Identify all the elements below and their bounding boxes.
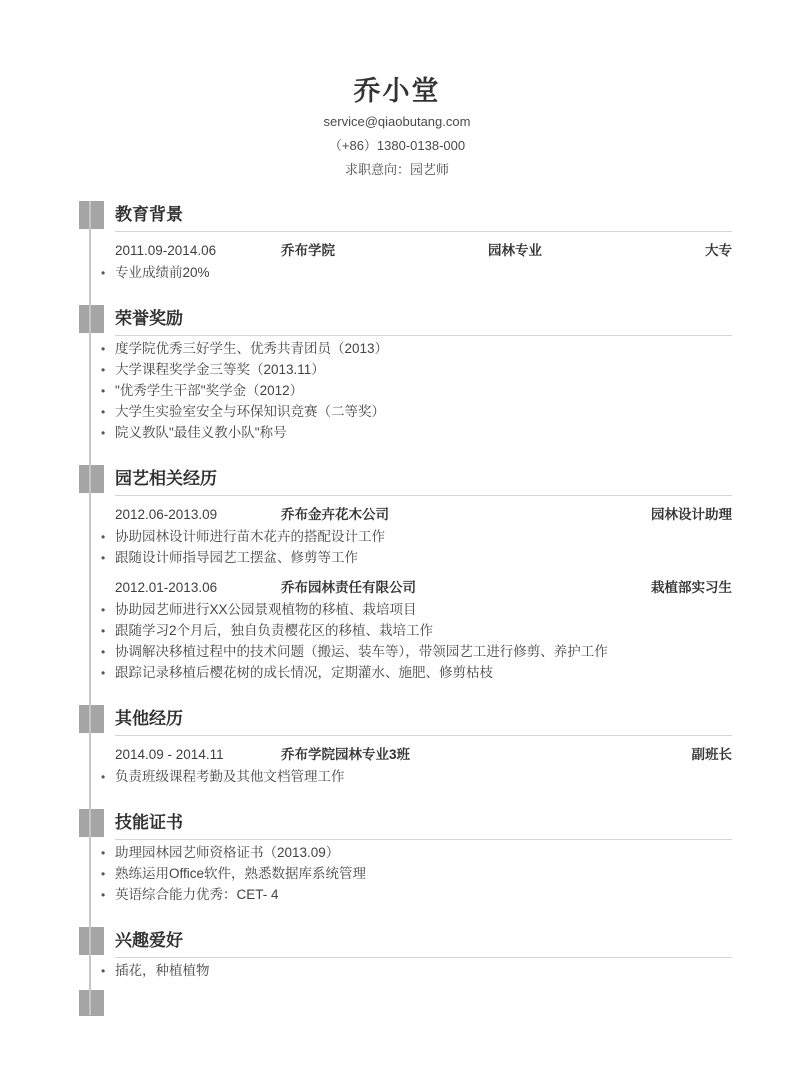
entry-degree: 大专 — [705, 243, 732, 258]
experience-bullets — [115, 601, 732, 682]
experience-entry-header — [115, 745, 732, 764]
section-title: 教育背景 — [115, 204, 732, 232]
section-gardening-experience — [115, 468, 732, 682]
education-entry-header — [115, 241, 732, 260]
education-bullets — [115, 264, 732, 282]
interests-bullets — [115, 962, 732, 980]
section-marker-icon — [79, 201, 104, 229]
bullet-item: • 协调解决移植过程中的技术问题（搬运、装车等），带领园艺工进行修剪、养护工作 — [115, 643, 732, 661]
entry-date: 2011.09-2014.06 — [115, 243, 217, 258]
section-marker-icon — [79, 927, 104, 955]
section-title: 技能证书 — [115, 812, 732, 840]
section-title: 园艺相关经历 — [115, 468, 732, 496]
bullet-item: • 专业成绩前20% — [115, 264, 732, 282]
section-marker-icon — [79, 705, 104, 733]
bullet-item: • 跟随学习2个月后，独自负责樱花区的移植、栽培工作 — [115, 622, 732, 640]
bullet-item: • 大学课程奖学金三等奖（2013.11） — [115, 361, 732, 379]
section-marker-icon — [79, 465, 104, 493]
candidate-name: 乔小堂 — [353, 76, 441, 106]
resume-body — [0, 204, 794, 1016]
entry-company: 乔布园林责任有限公司 — [281, 580, 416, 595]
experience-entry-header — [115, 578, 732, 597]
section-marker-icon — [79, 809, 104, 837]
section-other-experience — [115, 708, 732, 786]
bullet-item: • 院义教队"最佳义教小队"称号 — [115, 424, 732, 442]
entry-date: 2014.09 - 2014.11 — [115, 747, 224, 762]
bullet-item: • 跟踪记录移植后樱花树的成长情况，定期灌水、施肥、修剪枯枝 — [115, 664, 732, 682]
bullet-item: • 协助园林设计师进行苗木花卉的搭配设计工作 — [115, 528, 732, 546]
bullet-item: • "优秀学生干部"奖学金（2012） — [115, 382, 732, 400]
bullet-item: • 协助园艺师进行XX公园景观植物的移植、栽培项目 — [115, 601, 732, 619]
bullet-item: • 熟练运用Office软件，熟悉数据库系统管理 — [115, 865, 732, 883]
entry-role: 园林设计助理 — [651, 507, 732, 522]
bullet-item: • 度学院优秀三好学生、优秀共青团员（2013） — [115, 340, 732, 358]
entry-role: 栽植部实习生 — [651, 580, 732, 595]
entry-date: 2012.01-2013.06 — [115, 580, 218, 595]
bullet-item: • 负责班级课程考勤及其他文档管理工作 — [115, 768, 732, 786]
entry-date: 2012.06-2013.09 — [115, 507, 218, 522]
bullet-item: • 助理园林园艺师资格证书（2013.09） — [115, 844, 732, 862]
bullet-item: • 英语综合能力优秀：CET- 4 — [115, 886, 732, 904]
section-title: 其他经历 — [115, 708, 732, 736]
entry-company: 乔布金卉花木公司 — [281, 507, 389, 522]
entry-class: 乔布学院园林专业3班 — [281, 747, 411, 762]
skills-bullets — [115, 844, 732, 904]
entry-major: 园林专业 — [488, 243, 542, 258]
job-objective: 求职意向：园艺师 — [344, 162, 449, 177]
timeline-end-marker-icon — [79, 990, 104, 1016]
section-education — [115, 204, 732, 282]
timeline-line — [89, 201, 91, 1015]
honors-bullets — [115, 340, 732, 442]
experience-bullets — [115, 528, 732, 567]
section-interests — [115, 930, 732, 980]
experience-entry-header — [115, 505, 732, 524]
resume-header — [0, 0, 794, 178]
section-title: 荣誉奖励 — [115, 308, 732, 336]
phone-text: （+86）1380-0138-000 — [328, 138, 466, 153]
entry-school: 乔布学院 — [281, 243, 335, 258]
bullet-item: • 插花，种植植物 — [115, 962, 732, 980]
bullet-item: • 跟随设计师指导园艺工摆盆、修剪等工作 — [115, 549, 732, 567]
email-text: service@qiaobutang.com — [323, 114, 471, 129]
section-marker-icon — [79, 305, 104, 333]
section-title: 兴趣爱好 — [115, 930, 732, 958]
bullet-item: • 大学生实验室安全与环保知识竞赛（二等奖） — [115, 403, 732, 421]
section-honors — [115, 308, 732, 442]
section-skills — [115, 812, 732, 904]
entry-role: 副班长 — [691, 747, 732, 762]
other-experience-bullets — [115, 768, 732, 786]
